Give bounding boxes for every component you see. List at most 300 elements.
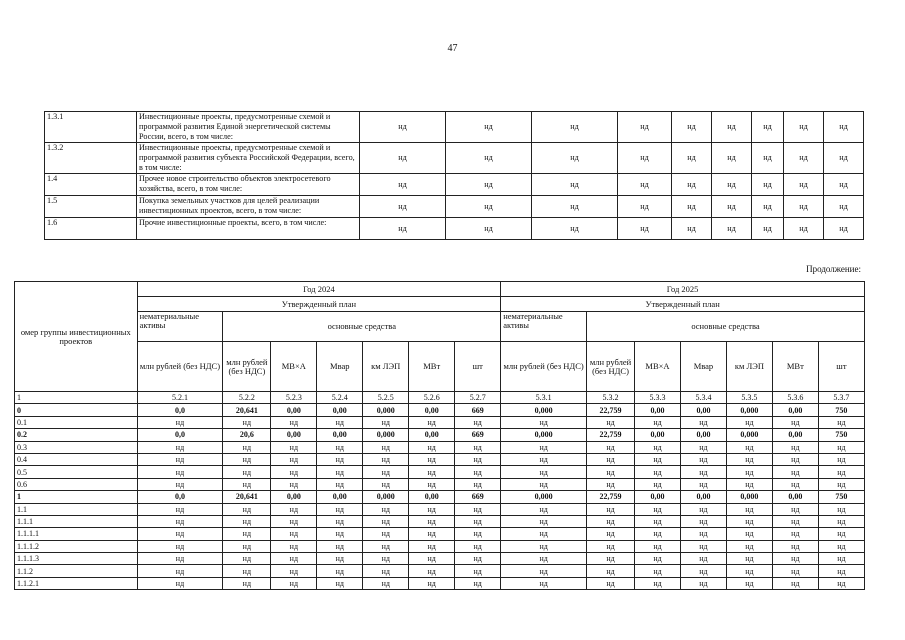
row-value: 750	[818, 429, 864, 441]
row-value: нд	[363, 478, 409, 490]
table-row	[15, 528, 865, 540]
row-value: 750	[818, 491, 864, 503]
row-value: нд	[587, 553, 635, 565]
row-value: нд	[363, 577, 409, 589]
row-value: нд	[317, 515, 363, 527]
row-value: нд	[772, 441, 818, 453]
row-value: 5.3.6	[772, 392, 818, 404]
row-code: 0.6	[15, 478, 138, 490]
row-value: нд	[726, 416, 772, 428]
row-value: нд	[772, 577, 818, 589]
row-value: нд	[818, 540, 864, 552]
table-row	[15, 491, 865, 503]
row-value: нд	[409, 565, 455, 577]
row-value: нд	[223, 565, 271, 577]
row-value: нд	[680, 441, 726, 453]
row-value: нд	[409, 453, 455, 465]
row-value: нд	[818, 503, 864, 515]
row-value: нд	[409, 441, 455, 453]
row-value: нд	[317, 466, 363, 478]
row-value: нд	[360, 143, 446, 174]
row-value: нд	[317, 453, 363, 465]
row-value: нд	[726, 565, 772, 577]
row-value: нд	[712, 218, 752, 240]
row-value: нд	[360, 196, 446, 218]
row-value: нд	[271, 515, 317, 527]
row-value: нд	[618, 112, 672, 143]
row-value: 0,000	[726, 491, 772, 503]
row-value: нд	[455, 515, 501, 527]
row-name: Прочие инвестиционные проекты, всего, в том числе:	[137, 218, 360, 240]
continuation-label: Продолжение:	[806, 264, 861, 274]
row-value: нд	[726, 453, 772, 465]
row-value: нд	[824, 174, 864, 196]
row-value: 0,000	[363, 491, 409, 503]
row-value: нд	[137, 416, 223, 428]
row-value: нд	[635, 478, 681, 490]
table-row	[15, 478, 865, 490]
row-value: нд	[223, 540, 271, 552]
row-value: 20,641	[223, 404, 271, 416]
row-value: нд	[726, 515, 772, 527]
row-value: 22,759	[587, 404, 635, 416]
row-code: 0.1	[15, 416, 138, 428]
row-value: нд	[635, 565, 681, 577]
row-value: нд	[635, 553, 681, 565]
row-value: нд	[818, 565, 864, 577]
row-value: нд	[223, 515, 271, 527]
approved-plan-2024-header: Утвержденный план	[137, 297, 501, 312]
table-row	[15, 416, 865, 428]
row-value: нд	[363, 540, 409, 552]
row-value: нд	[587, 466, 635, 478]
row-value: нд	[501, 515, 587, 527]
row-value: 0,000	[726, 404, 772, 416]
row-value: 669	[455, 429, 501, 441]
unit-header-2024: млн рублей (без НДС)	[137, 342, 223, 392]
row-value: нд	[360, 112, 446, 143]
row-value: 5.3.3	[635, 392, 681, 404]
row-value: 669	[455, 491, 501, 503]
row-value: нд	[317, 478, 363, 490]
row-value: 5.2.4	[317, 392, 363, 404]
row-name: Прочее новое строительство объектов электросетевого хозяйства, всего, в том числе:	[137, 174, 360, 196]
approved-plan-2025-header: Утвержденный план	[501, 297, 865, 312]
row-value: нд	[137, 503, 223, 515]
table-row	[15, 503, 865, 515]
row-value: нд	[772, 528, 818, 540]
table-row	[15, 466, 865, 478]
row-value: нд	[409, 553, 455, 565]
row-value: нд	[772, 466, 818, 478]
row-value: нд	[137, 478, 223, 490]
row-value: 0,00	[680, 404, 726, 416]
main-table	[14, 281, 865, 590]
row-code: 1.3.1	[45, 112, 137, 143]
row-value: нд	[271, 441, 317, 453]
row-value: нд	[363, 466, 409, 478]
row-value: нд	[618, 196, 672, 218]
unit-header-2025: МВ×А	[635, 342, 681, 392]
row-value: 5.3.7	[818, 392, 864, 404]
top-table-row	[45, 112, 864, 143]
row-value: нд	[726, 478, 772, 490]
unit-header-2025: млн рублей (без НДС)	[501, 342, 587, 392]
row-value: нд	[501, 416, 587, 428]
row-value: нд	[137, 441, 223, 453]
row-value: нд	[824, 218, 864, 240]
row-code: 1.1.1.2	[15, 540, 138, 552]
row-value: 5.2.5	[363, 392, 409, 404]
unit-header-2024: шт	[455, 342, 501, 392]
row-value: нд	[784, 143, 824, 174]
row-code: 0.3	[15, 441, 138, 453]
row-value: нд	[271, 540, 317, 552]
row-value: нд	[223, 553, 271, 565]
row-value: 5.3.2	[587, 392, 635, 404]
group-number-header	[15, 282, 138, 392]
row-value: нд	[363, 416, 409, 428]
row-value: 0,00	[772, 404, 818, 416]
row-value: нд	[501, 553, 587, 565]
row-value: нд	[532, 143, 618, 174]
row-value: нд	[363, 503, 409, 515]
row-value: нд	[635, 453, 681, 465]
row-value: нд	[363, 528, 409, 540]
row-value: нд	[455, 577, 501, 589]
row-value: нд	[680, 528, 726, 540]
row-value: нд	[618, 218, 672, 240]
table-row	[15, 565, 865, 577]
row-value: нд	[672, 196, 712, 218]
row-value: нд	[680, 416, 726, 428]
row-value: нд	[824, 112, 864, 143]
row-value: нд	[712, 112, 752, 143]
row-value: нд	[587, 565, 635, 577]
row-value: нд	[363, 453, 409, 465]
row-value: нд	[587, 528, 635, 540]
row-value: нд	[137, 565, 223, 577]
row-value: нд	[680, 478, 726, 490]
row-value: 0,0	[137, 404, 223, 416]
row-value: 22,759	[587, 429, 635, 441]
row-value: 0,00	[635, 429, 681, 441]
row-value: нд	[501, 478, 587, 490]
table-row	[15, 577, 865, 589]
row-value: нд	[587, 453, 635, 465]
row-value: нд	[137, 553, 223, 565]
table-row	[15, 453, 865, 465]
row-value: нд	[532, 174, 618, 196]
table-row	[15, 392, 865, 404]
table-row	[15, 429, 865, 441]
row-value: нд	[409, 503, 455, 515]
row-code: 0	[15, 404, 138, 416]
row-code: 0.5	[15, 466, 138, 478]
row-value: нд	[446, 196, 532, 218]
unit-header-2024: МВт	[409, 342, 455, 392]
row-value: нд	[752, 112, 784, 143]
row-code: 0.2	[15, 429, 138, 441]
row-value: нд	[752, 143, 784, 174]
top-table-row	[45, 143, 864, 174]
row-value: нд	[363, 515, 409, 527]
row-value: нд	[223, 503, 271, 515]
row-value: нд	[818, 515, 864, 527]
row-value: 22,759	[587, 491, 635, 503]
row-value: нд	[501, 466, 587, 478]
row-value: нд	[501, 453, 587, 465]
row-value: нд	[712, 143, 752, 174]
row-value: 0,00	[271, 404, 317, 416]
row-value: нд	[271, 478, 317, 490]
unit-header-2024: Мвар	[317, 342, 363, 392]
row-value: нд	[824, 143, 864, 174]
row-value: нд	[446, 218, 532, 240]
row-value: 5.3.5	[726, 392, 772, 404]
row-value: нд	[137, 453, 223, 465]
table-row	[15, 441, 865, 453]
row-value: нд	[446, 112, 532, 143]
row-value: нд	[532, 112, 618, 143]
row-value: 5.3.1	[501, 392, 587, 404]
row-value: нд	[784, 174, 824, 196]
row-value: 0,00	[271, 491, 317, 503]
row-value: нд	[635, 503, 681, 515]
row-value: нд	[271, 503, 317, 515]
row-value: нд	[587, 416, 635, 428]
row-code: 1.1.1	[15, 515, 138, 527]
row-value: нд	[680, 577, 726, 589]
row-code: 1.6	[45, 218, 137, 240]
row-value: нд	[587, 441, 635, 453]
row-value: нд	[409, 466, 455, 478]
row-value: 0,000	[726, 429, 772, 441]
row-value: 5.2.7	[455, 392, 501, 404]
row-value: нд	[618, 143, 672, 174]
row-value: нд	[712, 196, 752, 218]
row-value: нд	[501, 577, 587, 589]
row-value: нд	[317, 528, 363, 540]
row-value: нд	[455, 416, 501, 428]
row-value: нд	[271, 528, 317, 540]
row-value: нд	[455, 565, 501, 577]
row-value: нд	[752, 174, 784, 196]
row-value: 5.2.6	[409, 392, 455, 404]
row-value: 0,00	[635, 491, 681, 503]
row-value: нд	[680, 540, 726, 552]
row-value: нд	[409, 515, 455, 527]
row-value: нд	[772, 565, 818, 577]
row-value: 0,000	[501, 429, 587, 441]
row-value: нд	[501, 565, 587, 577]
row-code: 1.1.1.3	[15, 553, 138, 565]
row-value: нд	[818, 528, 864, 540]
row-value: нд	[726, 577, 772, 589]
row-value: нд	[818, 466, 864, 478]
row-value: 5.2.3	[271, 392, 317, 404]
fixed-assets-2024-header: основные средства	[223, 312, 501, 342]
table-row	[15, 540, 865, 552]
row-value: нд	[223, 453, 271, 465]
row-value: 5.2.1	[137, 392, 223, 404]
row-code: 0.4	[15, 453, 138, 465]
row-value: 0,000	[501, 404, 587, 416]
row-value: нд	[271, 453, 317, 465]
top-table-row	[45, 218, 864, 240]
row-value: нд	[409, 528, 455, 540]
row-value: нд	[317, 565, 363, 577]
row-value: нд	[455, 503, 501, 515]
row-value: нд	[726, 503, 772, 515]
row-value: нд	[455, 540, 501, 552]
row-value: нд	[455, 528, 501, 540]
row-value: нд	[587, 515, 635, 527]
unit-header-2024: млн рублей (без НДС)	[223, 342, 271, 392]
row-code: 1.4	[45, 174, 137, 196]
row-value: нд	[363, 553, 409, 565]
unit-header-2025: шт	[818, 342, 864, 392]
row-code: 1.1.2	[15, 565, 138, 577]
row-value: нд	[446, 174, 532, 196]
table-row	[15, 515, 865, 527]
row-value: 0,00	[317, 429, 363, 441]
row-value: нд	[680, 553, 726, 565]
row-value: 0,00	[680, 429, 726, 441]
row-value: нд	[635, 577, 681, 589]
row-value: нд	[784, 218, 824, 240]
row-value: нд	[635, 540, 681, 552]
row-value: нд	[818, 453, 864, 465]
row-code: 1.3.2	[45, 143, 137, 174]
row-value: нд	[363, 565, 409, 577]
row-value: нд	[680, 503, 726, 515]
row-value: нд	[772, 540, 818, 552]
row-value: нд	[455, 466, 501, 478]
row-value: нд	[712, 174, 752, 196]
row-value: нд	[271, 466, 317, 478]
group-number-header-text: омер группы инвестиционных проектов	[20, 326, 131, 346]
row-value: нд	[360, 174, 446, 196]
row-value: нд	[752, 196, 784, 218]
row-value: нд	[455, 478, 501, 490]
row-value: 20,641	[223, 491, 271, 503]
row-value: 750	[818, 404, 864, 416]
row-value: 0,00	[409, 491, 455, 503]
row-value: нд	[317, 503, 363, 515]
row-value: нд	[532, 196, 618, 218]
row-name: Покупка земельных участков для целей реализации инвестиционных проектов, всего, в том числе:	[137, 196, 360, 218]
row-value: 0,00	[772, 429, 818, 441]
row-value: нд	[271, 553, 317, 565]
row-value: нд	[680, 453, 726, 465]
year-2024-header: Год 2024	[137, 282, 501, 297]
row-value: нд	[223, 478, 271, 490]
row-value: нд	[726, 528, 772, 540]
intangible-assets-2025-header: нематериальные активы	[501, 312, 587, 342]
row-value: нд	[635, 416, 681, 428]
row-value: нд	[455, 553, 501, 565]
row-value: нд	[824, 196, 864, 218]
row-value: 0,000	[501, 491, 587, 503]
row-value: нд	[726, 466, 772, 478]
row-value: нд	[317, 416, 363, 428]
row-value: нд	[818, 416, 864, 428]
row-value: нд	[223, 416, 271, 428]
row-value: нд	[752, 218, 784, 240]
top-table-row	[45, 196, 864, 218]
row-value: нд	[317, 553, 363, 565]
row-value: нд	[363, 441, 409, 453]
row-value: нд	[618, 174, 672, 196]
row-value: 5.2.2	[223, 392, 271, 404]
row-value: нд	[784, 112, 824, 143]
row-code: 1.1	[15, 503, 138, 515]
row-value: нд	[409, 540, 455, 552]
table-row	[15, 404, 865, 416]
row-value: 0,0	[137, 491, 223, 503]
table-row	[15, 553, 865, 565]
row-value: нд	[409, 478, 455, 490]
row-value: нд	[672, 174, 712, 196]
row-value: нд	[532, 218, 618, 240]
top-table	[44, 111, 864, 240]
unit-header-2025: млн рублей (без НДС)	[587, 342, 635, 392]
row-value: нд	[635, 515, 681, 527]
row-value: нд	[223, 528, 271, 540]
row-value: нд	[772, 503, 818, 515]
row-value: нд	[587, 478, 635, 490]
unit-header-2025: Мвар	[680, 342, 726, 392]
unit-header-2025: МВт	[772, 342, 818, 392]
row-value: 0,00	[680, 491, 726, 503]
intangible-assets-2024-header: нематериальные активы	[137, 312, 223, 342]
row-value: нд	[672, 143, 712, 174]
row-value: нд	[680, 515, 726, 527]
page-number: 47	[447, 43, 458, 54]
row-value: нд	[223, 441, 271, 453]
fixed-assets-2025-header: основные средства	[587, 312, 865, 342]
row-value: нд	[818, 553, 864, 565]
row-value: нд	[501, 503, 587, 515]
year-2025-header: Год 2025	[501, 282, 865, 297]
row-value: нд	[455, 441, 501, 453]
row-value: нд	[137, 466, 223, 478]
row-value: нд	[223, 466, 271, 478]
row-code: 1.1.2.1	[15, 577, 138, 589]
row-value: нд	[409, 416, 455, 428]
row-value: 0,0	[137, 429, 223, 441]
row-value: нд	[587, 577, 635, 589]
row-name: Инвестиционные проекты, предусмотренные схемой и программой развития субъекта Российской Федерации, всего, в том числе:	[137, 143, 360, 174]
row-value: 0,00	[772, 491, 818, 503]
row-value: 0,000	[363, 429, 409, 441]
row-value: 0,00	[317, 404, 363, 416]
row-value: нд	[271, 565, 317, 577]
row-value: 0,00	[409, 429, 455, 441]
row-value: 0,00	[409, 404, 455, 416]
row-value: нд	[501, 441, 587, 453]
row-value: нд	[772, 478, 818, 490]
row-value: нд	[635, 441, 681, 453]
row-code: 1.1.1.1	[15, 528, 138, 540]
row-value: нд	[137, 515, 223, 527]
row-value: нд	[726, 540, 772, 552]
row-value: нд	[223, 577, 271, 589]
row-value: нд	[409, 577, 455, 589]
row-value: нд	[587, 503, 635, 515]
row-value: нд	[137, 540, 223, 552]
